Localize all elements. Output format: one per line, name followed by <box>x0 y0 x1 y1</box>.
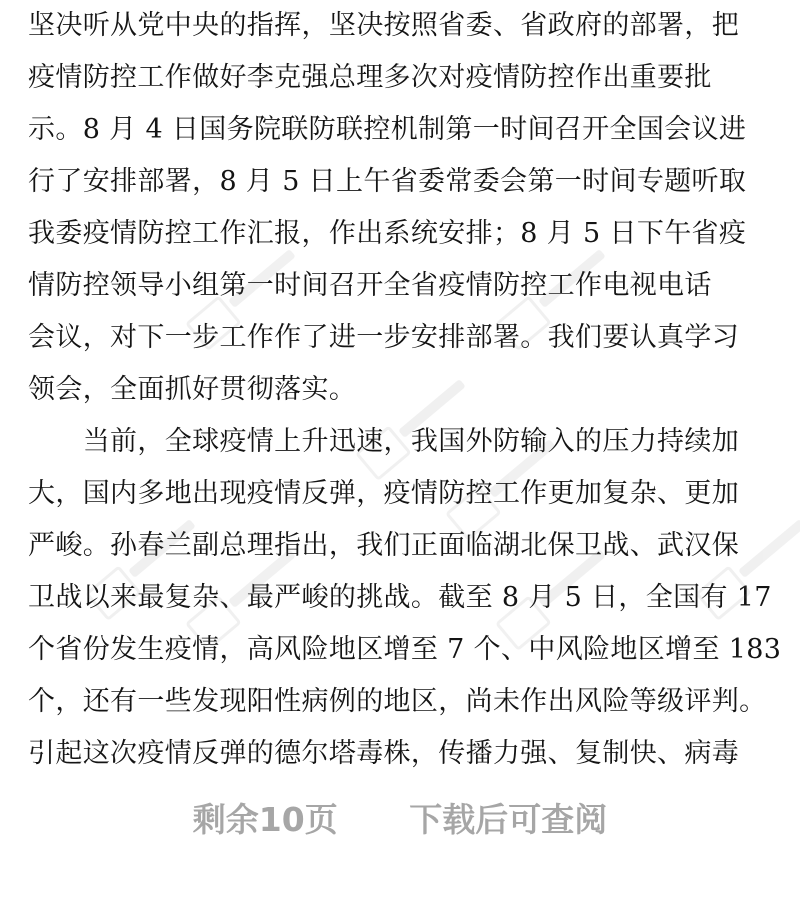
text-line: 大，国内多地出现疫情反弹，疫情防控工作更加复杂、更加 <box>28 478 740 509</box>
text-line: 坚决听从党中央的指挥，坚决按照省委、省政府的部署，把 <box>28 10 740 41</box>
text-line: 卫战以来最复杂、最严峻的挑战。截至 8 月 5 日，全国有 17 <box>28 582 772 613</box>
text-line: 当前，全球疫情上升迅速，我国外防输入的压力持续加 <box>28 426 740 457</box>
remaining-pages-label[interactable]: 剩余10页 <box>192 800 338 839</box>
text-line: 个省份发生疫情，高风险地区增至 7 个、中风险地区增至 183 <box>28 634 782 665</box>
text-line: 个，还有一些发现阳性病例的地区，尚未作出风险等级评判。 <box>28 686 767 717</box>
text-line: 示。8 月 4 日国务院联防联控机制第一时间召开全国会议进 <box>28 114 747 145</box>
text-line: 行了安排部署，8 月 5 日上午省委常委会第一时间专题听取 <box>28 166 747 197</box>
document-body <box>28 0 782 780</box>
text-line: 会议，对下一步工作作了进一步安排部署。我们要认真学习 <box>28 322 740 353</box>
text-line: 我委疫情防控工作汇报，作出系统安排；8 月 5 日下午省疫 <box>28 218 747 249</box>
text-line: 疫情防控工作做好李克强总理多次对疫情防控作出重要批 <box>28 62 712 93</box>
text-line: 情防控领导小组第一时间召开全省疫情防控工作电视电话 <box>28 270 712 301</box>
text-line: 严峻。孙春兰副总理指出，我们正面临湖北保卫战、武汉保 <box>28 530 740 561</box>
download-prompt-bar[interactable] <box>0 790 800 850</box>
text-line: 引起这次疫情反弹的德尔塔毒株，传播力强、复制快、病毒 <box>28 738 740 769</box>
text-line: 领会，全面抓好贯彻落实。 <box>28 374 357 405</box>
download-to-view-label[interactable]: 下载后可查阅 <box>409 800 608 839</box>
